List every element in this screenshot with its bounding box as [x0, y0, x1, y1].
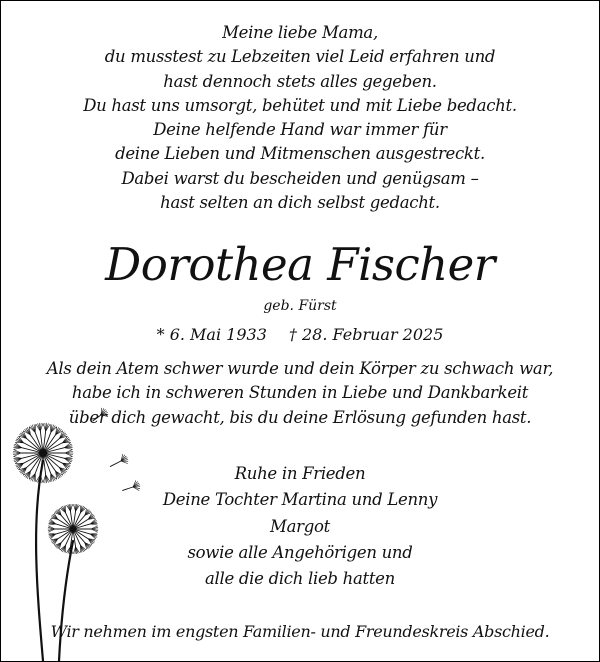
- signers: [1, 461, 599, 592]
- signer-line: alle die dich lieb hatten: [205, 569, 395, 589]
- signer-line: Deine Tochter Martina und Lenny: [162, 490, 438, 510]
- birth-name: geb. Fürst: [263, 298, 337, 314]
- closing-note: Wir nehmen im engsten Familien- und Freundeskreis Abschied.: [50, 622, 550, 641]
- birth-date: * 6. Mai 1933: [156, 325, 267, 344]
- life-dates: [1, 323, 599, 347]
- signer-line: sowie alle Angehörigen und: [187, 542, 413, 562]
- death-date: † 28. Februar 2025: [288, 325, 444, 344]
- poem-line: Meine liebe Mama,: [222, 23, 378, 42]
- poem: [1, 21, 599, 215]
- tribute-line: habe ich in schweren Stunden in Liebe und Dankbarkeit: [71, 383, 529, 403]
- deceased-name: Dorothea Fischer: [105, 238, 495, 291]
- tribute-line: Als dein Atem schwer wurde und dein Körper zu schwach war,: [46, 359, 554, 378]
- poem-line: du musstest zu Lebzeiten viel Leid erfahren und: [104, 47, 496, 67]
- signer-line: Margot: [270, 516, 330, 536]
- signer-line: Ruhe in Frieden: [234, 464, 366, 483]
- tribute: [1, 357, 599, 430]
- poem-line: deine Lieben und Mitmenschen ausgestreckt.: [115, 144, 485, 164]
- poem-line: Du hast uns umsorgt, behütet und mit Liebe bedacht.: [83, 95, 517, 115]
- poem-line: Dabei warst du bescheiden und genügsam –: [121, 168, 479, 188]
- poem-line: Deine helfende Hand war immer für: [153, 120, 447, 140]
- poem-line: hast selten an dich selbst gedacht.: [160, 193, 440, 213]
- poem-line: hast dennoch stets alles gegeben.: [163, 71, 437, 91]
- tribute-line: über dich gewacht, bis du deine Erlösung gefunden hast.: [68, 407, 532, 427]
